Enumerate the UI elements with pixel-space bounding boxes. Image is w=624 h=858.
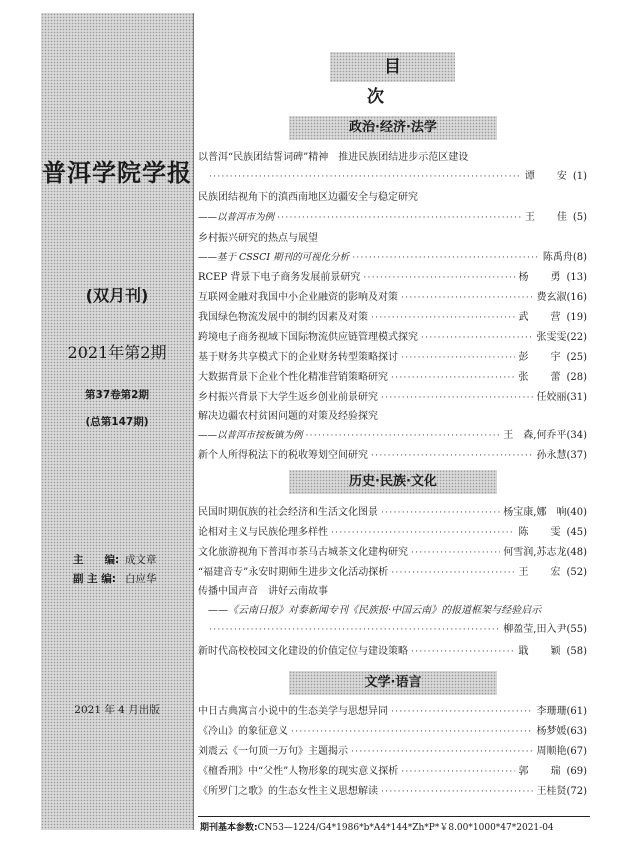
toc-entry-subtitle: ——以普洱市为例: [198, 212, 275, 223]
toc-entry[interactable]: [198, 705, 587, 719]
toc-entry-page: (31): [566, 392, 587, 403]
dot-leader: [306, 430, 501, 443]
toc-entry-page: (22): [566, 332, 587, 343]
toc-entry-title[interactable]: 民族团结视角下的滇西南地区边疆安全与稳定研究: [198, 192, 418, 203]
toc-entry[interactable]: [198, 526, 587, 540]
dot-leader: [371, 312, 515, 325]
toc-entry[interactable]: [198, 725, 587, 739]
toc-entry-page: (37): [566, 450, 587, 461]
toc-entry[interactable]: [198, 331, 587, 345]
deputy-editor-name: 白应华: [125, 573, 157, 585]
toc-entry-page: (48): [566, 547, 587, 558]
toc-entry-author: 谭 安: [524, 171, 573, 182]
toc-entry-title: 民国时期佤族的社会经济和生活文化图景: [198, 507, 378, 518]
toc-entry-page: (25): [566, 352, 587, 363]
toc-entry[interactable]: [198, 391, 587, 405]
toc-entry-page: (45): [566, 527, 587, 538]
dot-leader: [391, 706, 533, 719]
dot-leader: [381, 786, 533, 799]
toc-entry-title[interactable]: 解决边疆农村贫困问题的对策及经验探究: [198, 411, 378, 422]
toc-entry-page: (61): [566, 706, 587, 717]
dot-leader: [291, 726, 533, 739]
toc-entry[interactable]: [198, 765, 587, 779]
editor-label: 主 编:: [73, 554, 120, 566]
toc-entry-author: 孙永慧: [536, 450, 567, 461]
dot-leader: [331, 527, 515, 540]
toc-entry[interactable]: [198, 506, 587, 520]
total-issue: (总第147期): [85, 416, 149, 428]
dot-leader: [351, 746, 533, 759]
toc-entry-title: “福建音专”永安时期师生进步文化活动探析: [198, 567, 389, 578]
dot-leader: [363, 272, 515, 285]
toc-entry-author: 戢 颖: [518, 646, 567, 657]
toc-entry-title: 互联网金融对我国中小企业融资的影响及对策: [198, 292, 398, 303]
toc-entry-author: 彭 宇: [518, 352, 567, 363]
dot-leader: [352, 252, 540, 265]
toc-entry[interactable]: [198, 546, 587, 560]
publication-date: 2021 年 4 月出版: [74, 704, 160, 716]
toc-entry-title: 《冷山》的象征意义: [198, 726, 288, 737]
toc-title: 目次: [330, 52, 455, 82]
toc-entry-title[interactable]: 以普洱“民族团结誓词碑”精神 推进民族团结进步示范区建设: [198, 152, 469, 163]
toc-entry-page: (8): [572, 252, 587, 263]
toc-entry-page: (40): [566, 507, 587, 518]
toc-entry-title: RCEP 背景下电子商务发展前景研究: [198, 272, 361, 283]
toc-entry-page: (63): [566, 726, 587, 737]
toc-entry-author: 陈 雯: [518, 527, 567, 538]
toc-entry-author: 任姣丽: [536, 392, 567, 403]
toc-entry-title: 新个人所得税法下的税收筹划空间研究: [198, 450, 368, 461]
issue-year: 2021年第2期: [67, 343, 167, 362]
toc-entry-page: (58): [566, 646, 587, 657]
toc-entry-author: 武 营: [518, 312, 567, 323]
toc-entry[interactable]: [198, 745, 587, 759]
toc-entry[interactable]: [198, 566, 587, 580]
dot-leader: [391, 567, 515, 580]
toc-entry-subtitle: ——以普洱市按板镇为例: [198, 430, 303, 441]
toc-entry[interactable]: [198, 449, 587, 463]
toc-entry-title: 刘震云《一句顶一万句》主题揭示: [198, 746, 348, 757]
toc-entry-author: 柳盈莹,田入尹: [503, 624, 567, 635]
section-heading: 历史·民族·文化: [289, 470, 497, 494]
toc-entry-title: 大数据背景下企业个性化精准营销策略研究: [198, 372, 388, 383]
editor-line: [73, 552, 157, 567]
toc-entry-author: 杨梦媛: [536, 726, 567, 737]
toc-entry[interactable]: [198, 170, 587, 184]
dot-leader: [209, 171, 522, 184]
footer-divider: [198, 816, 590, 817]
dot-leader: [391, 372, 515, 385]
dot-leader: [381, 392, 533, 405]
toc-entry-author: 周顺艳: [536, 746, 567, 757]
journal-parameters: [200, 820, 554, 833]
toc-entry[interactable]: [198, 291, 587, 305]
toc-entry-title[interactable]: 乡村振兴研究的热点与展望: [198, 233, 318, 244]
dot-leader: [421, 332, 533, 345]
toc-entry-page: (1): [572, 171, 587, 182]
section-heading: 文学·语言: [289, 671, 497, 695]
sidebar-divider: [193, 13, 194, 830]
dot-leader: [401, 352, 515, 365]
toc-entry-page: (69): [566, 766, 587, 777]
deputy-editor-line: [73, 571, 157, 586]
toc-entry[interactable]: [198, 785, 587, 799]
toc-entry-author: 杨宝康,娜 响: [503, 507, 567, 518]
volume-info: 第37卷第2期: [85, 389, 149, 401]
toc-entry-author: 王 佳: [524, 212, 573, 223]
toc-entry-title: 《檀香刑》中“父性”人物形象的现实意义探析: [198, 766, 399, 777]
toc-entry-author: 费玄淑: [536, 292, 567, 303]
toc-entry-author: 李珊珊: [536, 706, 567, 717]
toc-entry-author: 郭 瑞: [518, 766, 567, 777]
editor-name: 成文章: [125, 554, 157, 566]
journal-parameters-label: 期刊基本参数:: [200, 823, 258, 833]
toc-entry-author: 王 森,何乔平: [503, 430, 567, 441]
publication-frequency: (双月刊): [85, 286, 149, 305]
toc-entry-title: 基于财务共享模式下的企业财务转型策略探讨: [198, 352, 398, 363]
journal-title: 普洱学院学报: [42, 159, 192, 187]
toc-entry-title: 我国绿色物流发展中的制约因素及对策: [198, 312, 368, 323]
toc-entry[interactable]: [198, 271, 587, 285]
toc-entry-subtitle: ——《云南日报》对泰新闻专刊《民族报·中国云南》的报道框架与经验启示: [208, 605, 542, 616]
dot-leader: [411, 547, 500, 560]
toc-entry-page: (67): [566, 746, 587, 757]
toc-entry-page: (19): [566, 312, 587, 323]
toc-entry-title: 跨境电子商务视域下国际物流供应链管理模式探究: [198, 332, 418, 343]
toc-entry-title[interactable]: 传播中国声音 讲好云南故事: [198, 586, 328, 597]
toc-entry[interactable]: [198, 251, 587, 265]
dot-leader: [401, 292, 533, 305]
toc-entry-author: 杨 勇: [518, 272, 567, 283]
toc-entry-page: (13): [566, 272, 587, 283]
toc-entry-page: (52): [566, 567, 587, 578]
toc-entry-title: 文化旅游视角下普洱市茶马古城茶文化建构研究: [198, 547, 408, 558]
section-heading: 政治·经济·法学: [289, 116, 497, 140]
toc-entry-title: 中日古典寓言小说中的生态美学与思想异同: [198, 706, 388, 717]
toc-entry[interactable]: [198, 645, 587, 659]
dot-leader: [209, 624, 500, 637]
toc-entry-title: 新时代高校校园文化建设的价值定位与建设策略: [198, 646, 408, 657]
toc-entry-page: (16): [566, 292, 587, 303]
toc-entry-title: 乡村振兴背景下大学生返乡创业前景研究: [198, 392, 378, 403]
dot-leader: [411, 646, 515, 659]
toc-entry-page: (5): [572, 212, 587, 223]
dot-leader: [381, 507, 500, 520]
toc-entry[interactable]: [198, 429, 587, 443]
toc-entry-title: 《所罗门之歌》的生态女性主义思想解读: [198, 786, 378, 797]
toc-entry[interactable]: [198, 351, 587, 365]
toc-entry-author: 何雪润,苏志龙: [503, 547, 567, 558]
dot-leader: [371, 450, 533, 463]
toc-entry-subtitle: ——基于 CSSCI 期刊的可视化分析: [198, 252, 350, 263]
dot-leader: [401, 766, 515, 779]
toc-entry-author: 陈禹舟: [542, 252, 573, 263]
toc-entry-author: 张 蕾: [518, 372, 567, 383]
toc-entry[interactable]: [198, 371, 587, 385]
toc-entry-author: 王 宏: [518, 567, 567, 578]
dot-leader: [277, 212, 522, 225]
toc-entry-page: (28): [566, 372, 587, 383]
toc-entry-author: 王桂贤: [536, 786, 567, 797]
toc-entry-title: 论相对主义与民族伦理多样性: [198, 527, 328, 538]
toc-entry-page: (72): [566, 786, 587, 797]
toc-entry[interactable]: [198, 623, 587, 637]
toc-entry-author: 张雯雯: [536, 332, 567, 343]
toc-entry[interactable]: [198, 211, 587, 225]
toc-entry[interactable]: [198, 311, 587, 325]
journal-parameters-value: CN53—1224/G4*1986*b*A4*144*Zh*P*￥8.00*1000*47*2021-04: [257, 823, 554, 833]
deputy-editor-label: 副 主 编:: [73, 573, 117, 585]
toc-entry-page: (55): [566, 624, 587, 635]
toc-entry-page: (34): [566, 430, 587, 441]
